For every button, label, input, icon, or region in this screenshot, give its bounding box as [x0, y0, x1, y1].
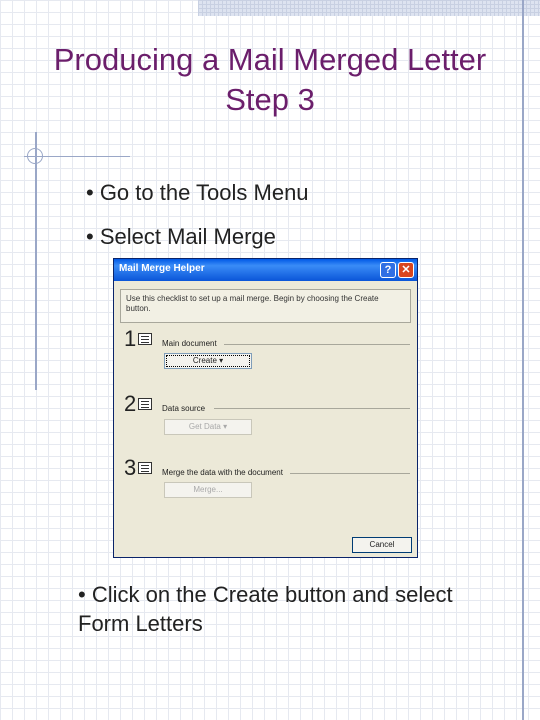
bullet-select-mail-merge: • Select Mail Merge — [86, 224, 276, 249]
mail-merge-helper-dialog — [113, 258, 418, 558]
main-document-icon — [138, 333, 152, 345]
step-1-label: Main document — [162, 339, 217, 348]
create-button[interactable]: Create ▾ — [164, 353, 252, 369]
step-2-number: 2 — [124, 391, 137, 416]
instructions-text: Use this checklist to set up a mail merge. Begin by choosing the Create button. — [120, 289, 411, 323]
bullet-click-create: • Click on the Create button and select Form Letters — [78, 582, 453, 636]
step-2-label: Data source — [162, 404, 206, 413]
step-3-label: Merge the data with the document — [162, 468, 283, 477]
cancel-button[interactable]: Cancel — [352, 537, 412, 553]
dialog-title: Mail Merge Helper — [119, 263, 205, 274]
left-decorative-line — [35, 132, 37, 390]
step-3-divider — [290, 473, 410, 474]
help-button[interactable]: ? — [380, 262, 396, 278]
data-source-icon — [138, 398, 152, 410]
title-line-1: Producing a Mail Merged Letter — [53, 42, 487, 77]
merge-button[interactable]: Merge... — [164, 482, 252, 498]
bullet-tools-menu: • Go to the Tools Menu — [86, 180, 309, 205]
step-2-divider — [214, 408, 410, 409]
title-line-2: Step 3 — [225, 82, 315, 117]
get-data-button[interactable]: Get Data ▾ — [164, 419, 252, 435]
slide-title — [0, 40, 540, 120]
rule-circle-ornament — [27, 148, 43, 164]
merge-icon — [138, 462, 152, 474]
dialog-titlebar — [114, 259, 417, 281]
step-1-divider — [224, 344, 410, 345]
top-decorative-band — [198, 0, 540, 16]
step-1-number: 1 — [124, 326, 137, 351]
close-button[interactable]: ✕ — [398, 262, 414, 278]
step-3-number: 3 — [124, 455, 137, 480]
